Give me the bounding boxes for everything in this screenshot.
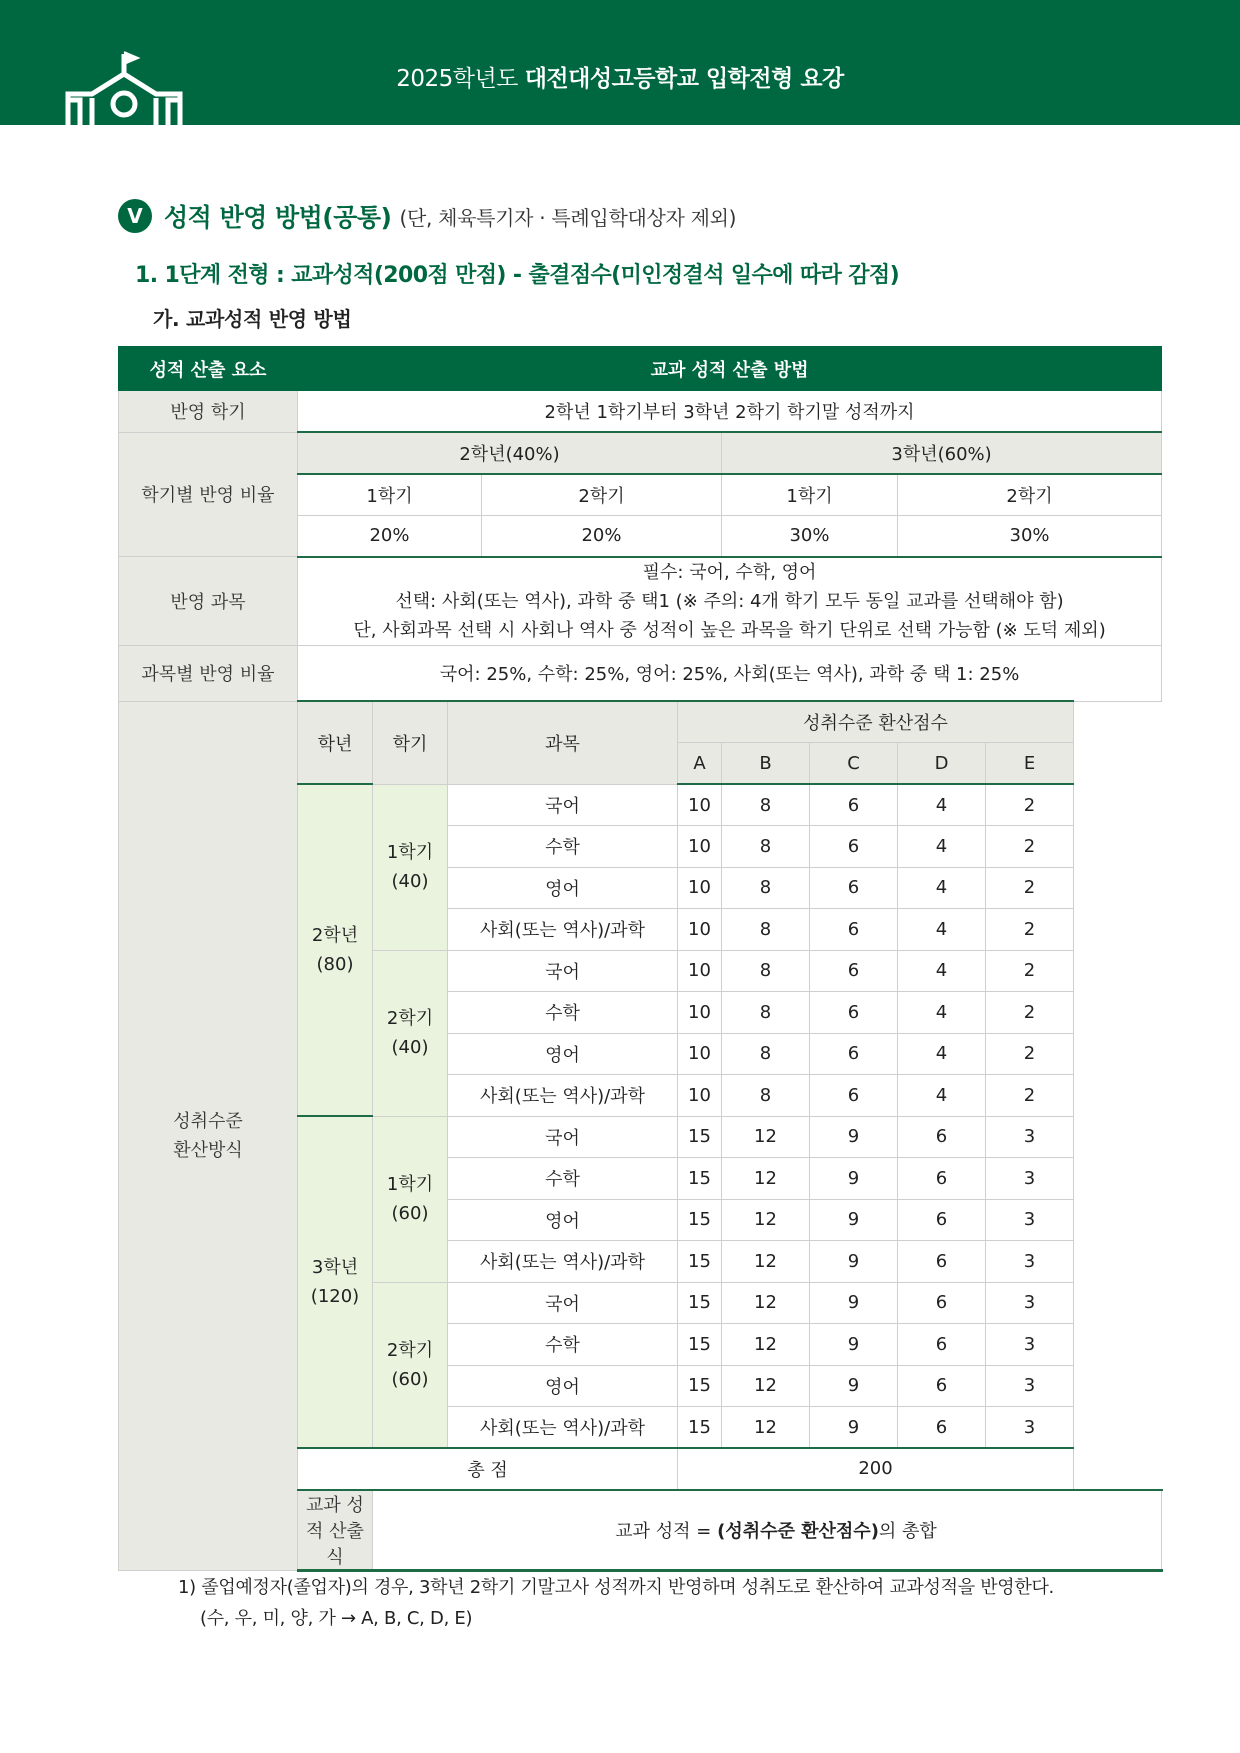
grade-line: (80) [316, 954, 354, 975]
score-cell: 15 [678, 1116, 722, 1158]
score-cell: 15 [678, 1199, 722, 1241]
semester-label: 반영 학기 [119, 391, 298, 433]
ratio-label: 학기별 반영 비율 [119, 432, 298, 557]
ratio-percent: 20% [298, 515, 482, 557]
score-cell: 9 [810, 1241, 898, 1283]
conversion-label-line: 환산방식 [173, 1139, 243, 1161]
score-cell: 3 [986, 1241, 1074, 1283]
level-header: C [810, 743, 898, 785]
score-cell: 10 [678, 826, 722, 868]
grade-line: 2학년 [311, 925, 359, 946]
score-cell: 6 [898, 1158, 986, 1200]
ratio-percent: 30% [898, 515, 1162, 557]
subsubsection-title: 가. 교과성적 반영 방법 [153, 307, 352, 331]
subject-cell: 사회(또는 역사)/과학 [448, 1075, 678, 1117]
score-cell: 4 [898, 909, 986, 951]
subject-cell: 수학 [448, 826, 678, 868]
section-heading [118, 196, 736, 236]
score-cell: 8 [722, 1033, 810, 1075]
score-cell: 12 [722, 1407, 810, 1449]
score-cell: 15 [678, 1407, 722, 1449]
score-cell: 6 [810, 826, 898, 868]
score-cell: 12 [722, 1365, 810, 1407]
score-cell: 10 [678, 784, 722, 826]
subject-cell: 영어 [448, 1033, 678, 1075]
score-cell: 9 [810, 1324, 898, 1366]
score-cell: 9 [810, 1407, 898, 1449]
subject-cell: 영어 [448, 867, 678, 909]
score-cell: 8 [722, 909, 810, 951]
score-cell: 8 [722, 867, 810, 909]
formula-suffix: 의 총합 [878, 1520, 937, 1542]
ratio-semester: 2학기 [482, 474, 722, 516]
score-cell: 12 [722, 1116, 810, 1158]
score-cell: 6 [898, 1199, 986, 1241]
score-cell: 15 [678, 1324, 722, 1366]
subject-cell: 국어 [448, 950, 678, 992]
score-cell: 6 [898, 1407, 986, 1449]
subject-cell: 사회(또는 역사)/과학 [448, 1241, 678, 1283]
semester-cell [373, 1282, 448, 1448]
semester-value: 2학년 1학기부터 3학년 2학기 학기말 성적까지 [298, 391, 1162, 433]
score-cell: 6 [898, 1116, 986, 1158]
score-cell: 15 [678, 1282, 722, 1324]
grade-cell [298, 784, 373, 1116]
ratio-semester: 1학기 [722, 474, 898, 516]
subject-cell: 수학 [448, 1158, 678, 1200]
score-cell: 12 [722, 1241, 810, 1283]
score-cell: 12 [722, 1158, 810, 1200]
score-cell: 9 [810, 1365, 898, 1407]
page-header-title [0, 60, 1240, 93]
grade-line: 3학년 [311, 1257, 359, 1278]
conversion-label-line: 성취수준 [173, 1110, 243, 1132]
score-cell: 4 [898, 784, 986, 826]
semester-line: (60) [391, 1368, 429, 1390]
subject-cell: 국어 [448, 1116, 678, 1158]
score-cell: 3 [986, 1324, 1074, 1366]
semester-line: 1학기 [386, 1174, 434, 1195]
score-cell: 8 [722, 950, 810, 992]
score-cell: 9 [810, 1116, 898, 1158]
grade-cell [298, 1116, 373, 1448]
score-cell: 3 [986, 1158, 1074, 1200]
score-cell: 6 [898, 1324, 986, 1366]
score-cell: 12 [722, 1199, 810, 1241]
subject-ratio-label: 과목별 반영 비율 [119, 645, 298, 701]
total-label: 총 점 [298, 1448, 678, 1490]
col-grade-header: 학년 [298, 701, 373, 784]
subject-cell: 사회(또는 역사)/과학 [448, 909, 678, 951]
subject-cell: 영어 [448, 1365, 678, 1407]
score-cell: 8 [722, 1075, 810, 1117]
score-cell: 2 [986, 784, 1074, 826]
table-header-method: 교과 성적 산출 방법 [298, 347, 1162, 391]
score-cell: 2 [986, 909, 1074, 951]
score-cell: 6 [898, 1282, 986, 1324]
footnote [178, 1572, 1054, 1634]
formula-prefix: 교과 성적 = [615, 1520, 718, 1542]
formula-value [373, 1490, 1162, 1571]
section-note: (단, 체육특기자 · 특례입학대상자 제외) [399, 205, 737, 230]
page-header [0, 0, 1240, 125]
score-cell: 3 [986, 1365, 1074, 1407]
header-school: 대전대성고등학교 입학전형 요강 [524, 66, 844, 92]
semester-cell [373, 950, 448, 1116]
ratio-year-2: 2학년(40%) [298, 432, 722, 474]
score-cell: 15 [678, 1158, 722, 1200]
col-subject-header: 과목 [448, 701, 678, 784]
score-cell: 15 [678, 1241, 722, 1283]
score-cell: 8 [722, 992, 810, 1034]
score-cell: 6 [810, 992, 898, 1034]
score-cell: 10 [678, 867, 722, 909]
level-header: E [986, 743, 1074, 785]
score-cell: 9 [810, 1158, 898, 1200]
score-cell: 6 [810, 1075, 898, 1117]
score-cell: 6 [898, 1365, 986, 1407]
score-cell: 6 [810, 950, 898, 992]
score-cell: 2 [986, 867, 1074, 909]
level-header: D [898, 743, 986, 785]
subjects-line: 단, 사회과목 선택 시 사회나 역사 중 성적이 높은 과목을 학기 단위로 선택 가능함 (※ 도덕 제외) [353, 619, 1106, 641]
level-header: A [678, 743, 722, 785]
score-cell: 12 [722, 1282, 810, 1324]
header-year: 2025학년도 [396, 66, 518, 92]
section-title: 성적 반영 방법(공통) [164, 203, 392, 232]
score-cell: 6 [898, 1241, 986, 1283]
subjects-line: 필수: 국어, 수학, 영어 [642, 561, 817, 583]
score-cell: 2 [986, 992, 1074, 1034]
table-header-factor: 성적 산출 요소 [119, 347, 298, 391]
semester-cell [373, 784, 448, 950]
semester-cell [373, 1116, 448, 1282]
footnote-line: (수, 우, 미, 양, 가 → A, B, C, D, E) [200, 1608, 473, 1629]
score-cell: 4 [898, 950, 986, 992]
score-cell: 4 [898, 1033, 986, 1075]
score-cell: 4 [898, 826, 986, 868]
score-cell: 6 [810, 784, 898, 826]
subject-cell: 국어 [448, 784, 678, 826]
score-cell: 6 [810, 1033, 898, 1075]
score-cell: 10 [678, 1033, 722, 1075]
subject-cell: 영어 [448, 1199, 678, 1241]
subject-cell: 수학 [448, 992, 678, 1034]
subjects-line: 선택: 사회(또는 역사), 과학 중 택1 (※ 주의: 4개 학기 모두 동일 교과를 선택해야 함) [395, 590, 1064, 612]
score-cell: 3 [986, 1407, 1074, 1449]
score-cell: 4 [898, 867, 986, 909]
semester-line: 2학기 [386, 1339, 434, 1361]
score-cell: 10 [678, 950, 722, 992]
level-header: B [722, 743, 810, 785]
ratio-semester: 2학기 [898, 474, 1162, 516]
score-cell: 6 [810, 867, 898, 909]
ratio-semester: 1학기 [298, 474, 482, 516]
score-cell: 2 [986, 1075, 1074, 1117]
score-cell: 4 [898, 1075, 986, 1117]
conversion-label [119, 701, 298, 1570]
footnote-line: 1) 졸업예정자(졸업자)의 경우, 3학년 2학기 기말고사 성적까지 반영하며 성취도로 환산하여 교과성적을 반영한다. [178, 1577, 1054, 1598]
ratio-percent: 30% [722, 515, 898, 557]
score-cell: 15 [678, 1365, 722, 1407]
score-cell: 6 [810, 909, 898, 951]
col-score-header: 성취수준 환산점수 [678, 701, 1074, 743]
subjects-label: 반영 과목 [119, 557, 298, 646]
score-cell: 2 [986, 826, 1074, 868]
total-value: 200 [678, 1448, 1074, 1490]
score-cell: 3 [986, 1199, 1074, 1241]
score-cell: 12 [722, 1324, 810, 1366]
ratio-year-3: 3학년(60%) [722, 432, 1162, 474]
semester-line: 2학기 [386, 1008, 434, 1029]
score-cell: 3 [986, 1116, 1074, 1158]
score-cell: 10 [678, 992, 722, 1034]
semester-line: (60) [391, 1203, 429, 1224]
score-cell: 8 [722, 826, 810, 868]
grade-line: (120) [310, 1286, 360, 1307]
grade-method-table [118, 346, 1162, 1572]
subject-cell: 국어 [448, 1282, 678, 1324]
formula-label: 교과 성적 산출식 [298, 1490, 373, 1571]
ratio-percent: 20% [482, 515, 722, 557]
semester-line: 1학기 [386, 842, 434, 863]
score-cell: 9 [810, 1282, 898, 1324]
score-cell: 2 [986, 950, 1074, 992]
col-semester-header: 학기 [373, 701, 448, 784]
formula-bold: (성취수준 환산점수) [717, 1520, 879, 1542]
score-cell: 9 [810, 1199, 898, 1241]
subject-ratio-value: 국어: 25%, 수학: 25%, 영어: 25%, 사회(또는 역사), 과학 중 택 1: 25% [298, 645, 1162, 701]
section-number-badge: V [118, 199, 152, 233]
score-cell: 10 [678, 1075, 722, 1117]
subject-cell: 사회(또는 역사)/과학 [448, 1407, 678, 1449]
subject-cell: 수학 [448, 1324, 678, 1366]
score-cell: 8 [722, 784, 810, 826]
score-cell: 3 [986, 1282, 1074, 1324]
subsection-title: 1. 1단계 전형 : 교과성적(200점 만점) - 출결점수(미인정결석 일수에 따라 감점) [135, 263, 900, 288]
score-cell: 4 [898, 992, 986, 1034]
score-cell: 10 [678, 909, 722, 951]
semester-line: (40) [391, 871, 429, 892]
subjects-value [298, 557, 1162, 646]
semester-line: (40) [391, 1037, 429, 1058]
score-cell: 2 [986, 1033, 1074, 1075]
